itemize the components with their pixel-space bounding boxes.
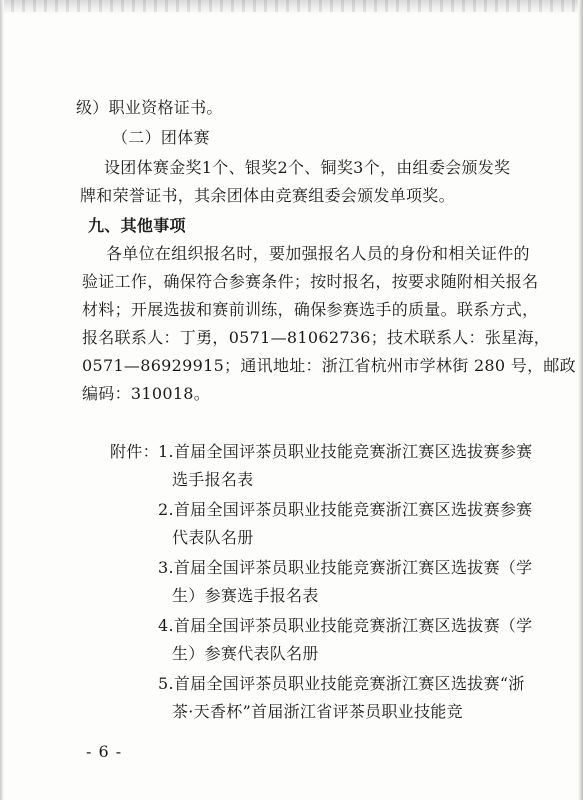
attachments-label: 附件： [110, 442, 159, 461]
scan-left-shadow [0, 0, 4, 800]
attachment-1-line-2: 选手报名表 [172, 470, 254, 489]
attachment-3-line-1: 3.首届全国评茶员职业技能竞赛浙江赛区选拔赛（学 [158, 558, 533, 577]
attachment-1-line-1: 1.首届全国评茶员职业技能竞赛浙江赛区选拔赛参赛 [158, 442, 533, 461]
body-line-10: 0571—86929915；通讯地址：浙江省杭州市学林街 280 号，邮政 [82, 356, 576, 375]
attachment-5-line-2: 茶·天香杯”首届浙江省评茶员职业技能竞 [172, 702, 463, 721]
attachment-4-line-2: 生）参赛代表队名册 [172, 644, 319, 663]
scan-top-noise [0, 0, 583, 12]
scan-right-shadow [578, 0, 583, 800]
attachment-2-line-1: 2.首届全国评茶员职业技能竞赛浙江赛区选拔赛参赛 [158, 500, 533, 519]
attachment-4-line-1: 4.首届全国评茶员职业技能竞赛浙江赛区选拔赛（学 [158, 616, 533, 635]
body-line-1: 级）职业资格证书。 [76, 98, 223, 117]
body-line-11: 编码：310018。 [82, 384, 211, 403]
page-number: - 6 - [86, 742, 123, 761]
body-line-7: 验证工作，确保符合参赛条件；按时报名，按要求随附相关报名 [82, 272, 539, 291]
attachment-5-line-1: 5.首届全国评茶员职业技能竞赛浙江赛区选拔赛“浙 [158, 674, 525, 693]
attachment-3-line-2: 生）参赛选手报名表 [172, 586, 319, 605]
body-line-4: 牌和荣誉证书，其余团体由竞赛组委会颁发单项奖。 [80, 186, 455, 205]
section-heading-team: （二）团体赛 [112, 128, 210, 147]
body-line-8: 材料；开展选拔和赛前训练，确保参赛选手的质量。联系方式， [82, 300, 539, 319]
body-line-9: 报名联系人：丁勇，0571—81062736；技术联系人：张星海， [82, 328, 551, 347]
attachment-2-line-2: 代表队名册 [172, 528, 254, 547]
section-heading-other: 九、其他事项 [88, 216, 186, 235]
body-line-3: 设团体赛金奖1个、银奖2个、铜奖3个，由组委会颁发奖 [104, 158, 511, 177]
body-line-6: 各单位在组织报名时，要加强报名人员的身份和相关证件的 [106, 244, 530, 263]
